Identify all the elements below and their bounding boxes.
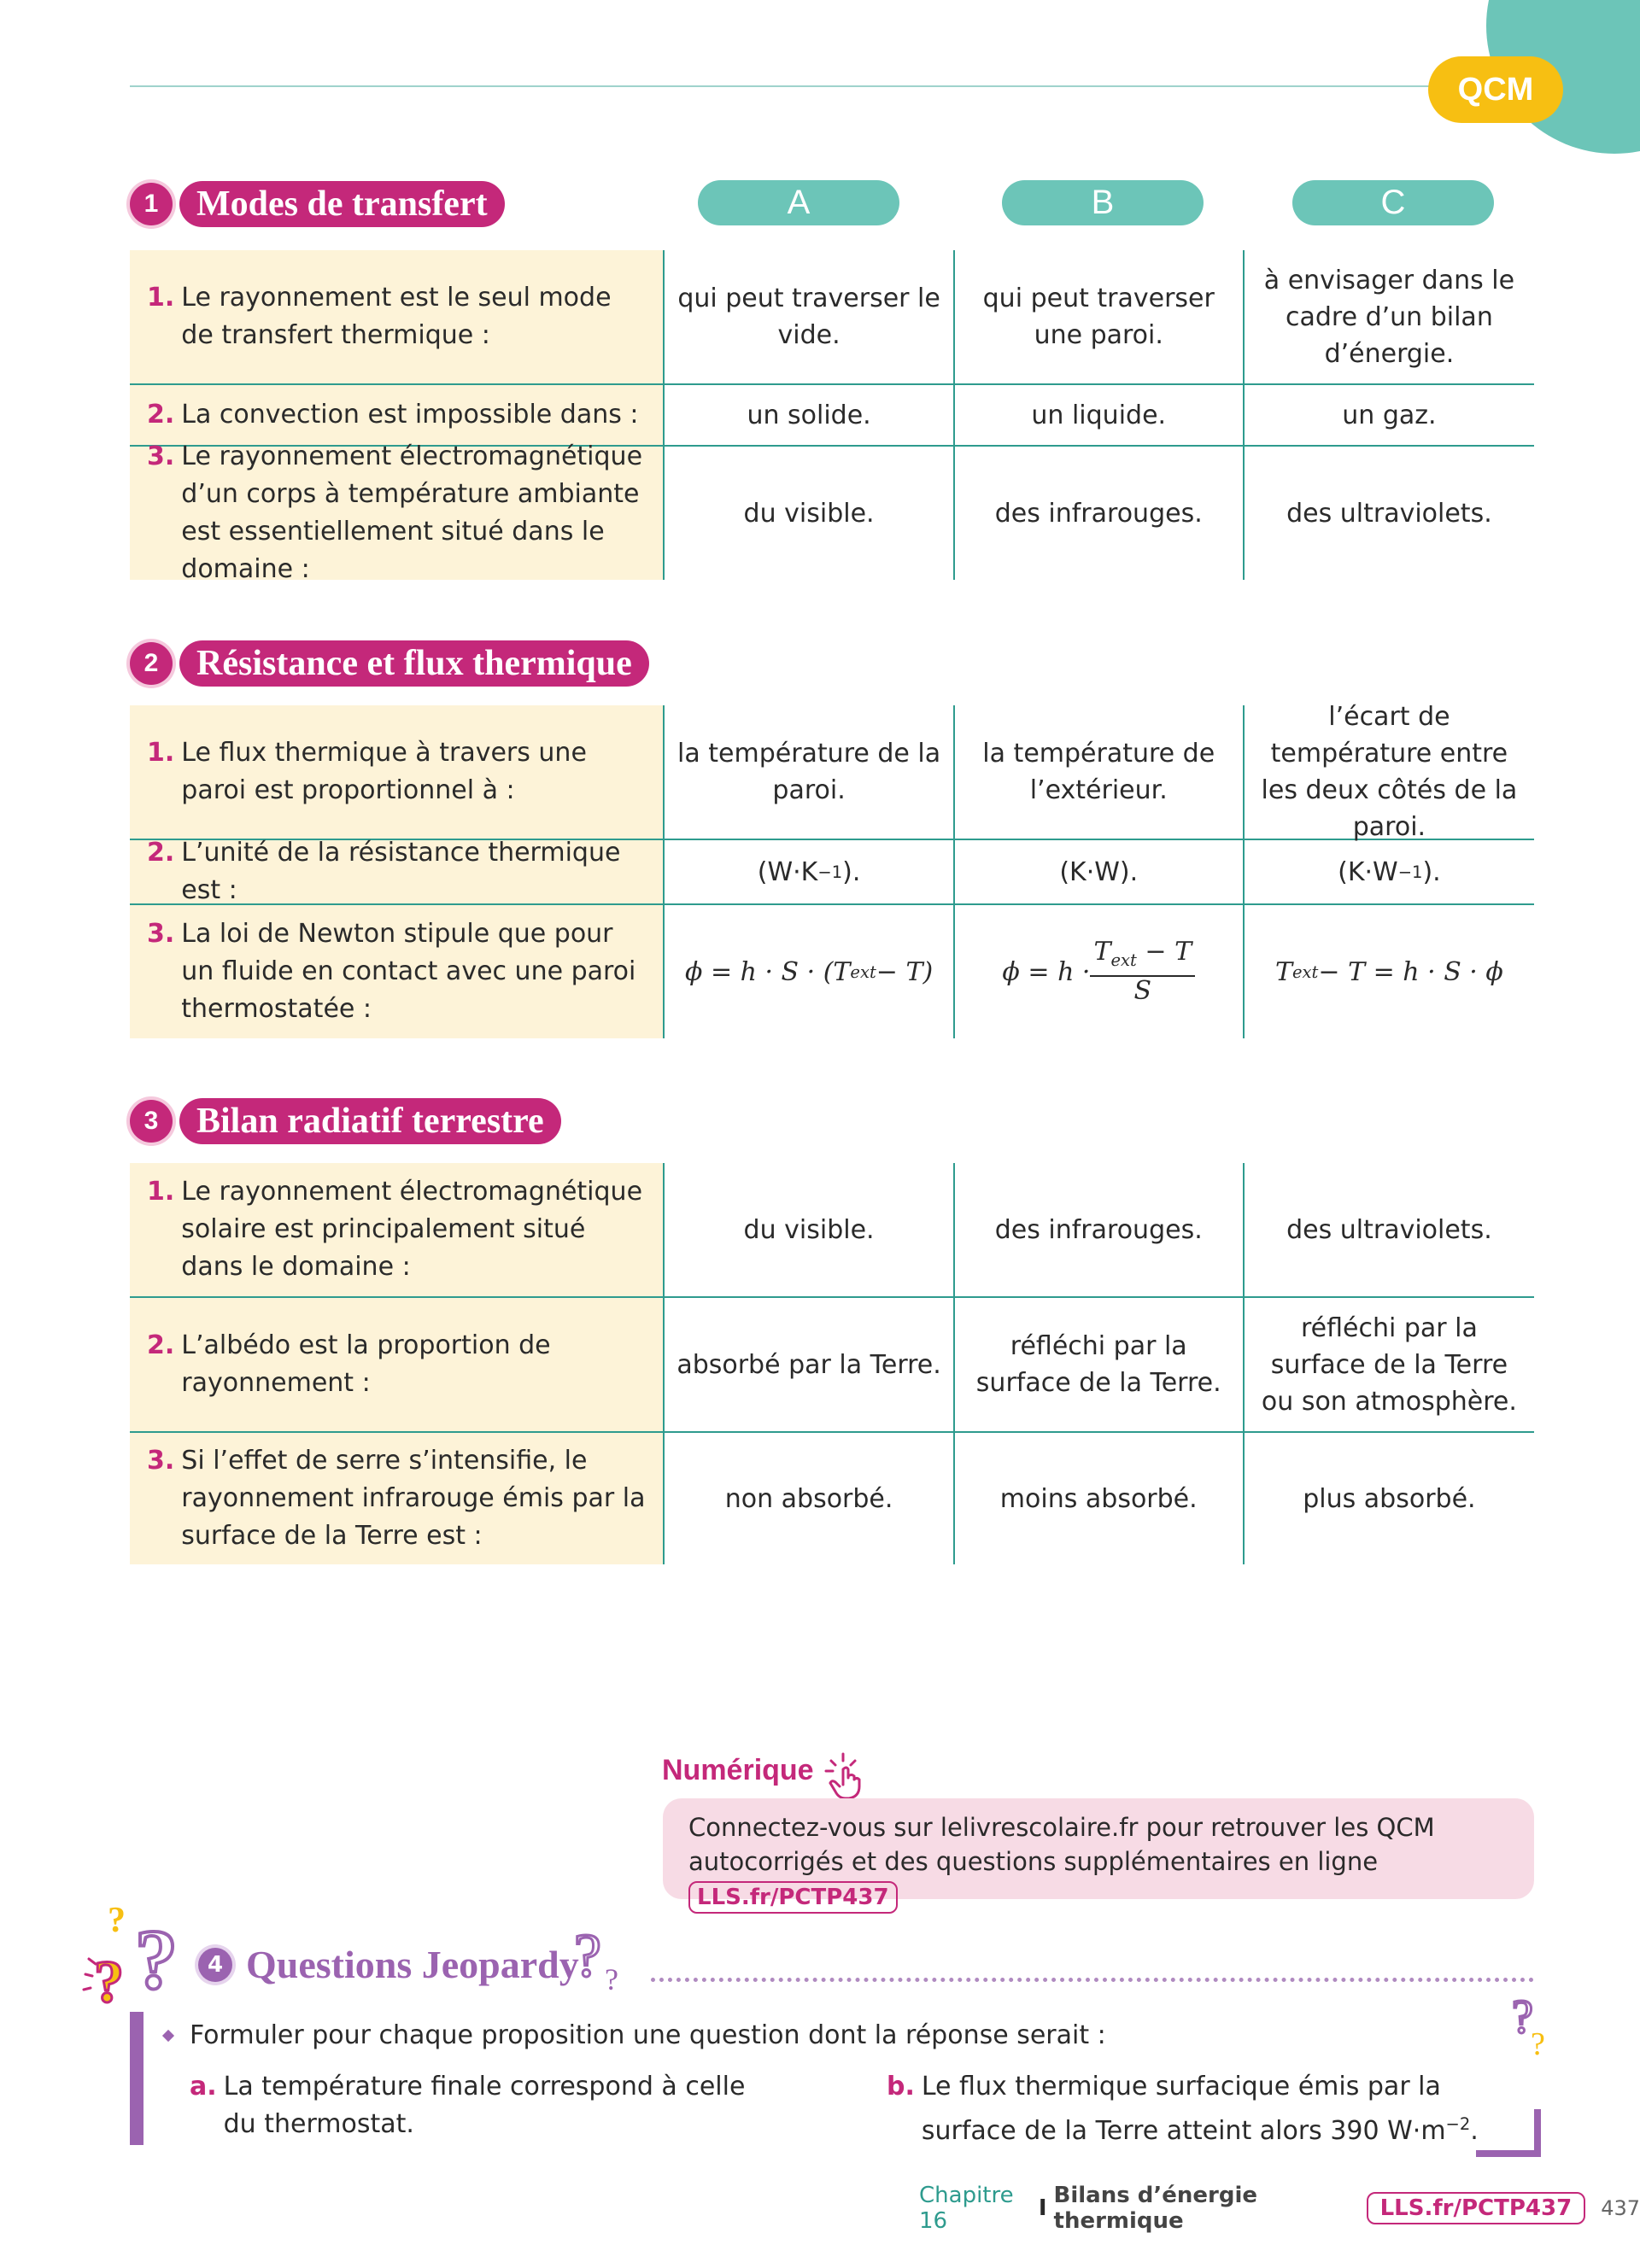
answer-b[interactable]: des infrarouges. [955, 447, 1245, 580]
answer-b[interactable]: réfléchi par la surface de la Terre. [955, 1298, 1245, 1431]
section-2-heading [130, 640, 649, 687]
section-number: 3 [130, 1100, 173, 1143]
answer-b-formula[interactable]: ϕ = h · $T_{ext} - T$ S [955, 905, 1245, 1038]
column-header-b: B [1002, 180, 1204, 225]
answer-c[interactable]: à envisager dans le cadre d’un bilan d’énergie. [1263, 265, 1515, 369]
answer-a[interactable]: non absorbé. [665, 1433, 954, 1564]
question-text: La loi de Newton stipule que pour un fluide en contact avec une paroi thermostatée : [181, 919, 636, 1024]
answer-c[interactable]: réfléchi par la surface de la Terre ou son atmosphère. [1261, 1312, 1517, 1417]
svg-text:?: ? [94, 1949, 124, 2015]
numerique-box [663, 1798, 1534, 1910]
answer-c[interactable]: plus absorbé. [1303, 1483, 1476, 1514]
table-row [130, 250, 1534, 385]
footer-chapter: Chapitre 16 [919, 2183, 1014, 2234]
answer-b[interactable]: qui peut traverser une paroi. [955, 250, 1245, 383]
question-text: Si l’effet de serre s’intensifie, le rayonnement infrarouge émis par la surface de la Terre est : [181, 1446, 646, 1551]
section-title: Modes de transfert [179, 181, 505, 227]
svg-text:?: ? [108, 1901, 126, 1940]
pointing-hand-icon [824, 1751, 877, 1802]
question-text: La convection est impossible dans : [181, 400, 639, 430]
column-header-c: C [1292, 180, 1494, 225]
page-number: 437 [1601, 2196, 1640, 2220]
jeopardy-side-bar [130, 2012, 144, 2145]
answer-a[interactable]: un solide. [665, 385, 954, 445]
question-marks-small-icon [572, 1925, 632, 1993]
question-text: L’albédo est la proportion de rayonnement : [181, 1330, 551, 1398]
question-marks-icon [79, 1896, 207, 2015]
question-text: Le rayonnement est le seul mode de transfert thermique : [181, 283, 612, 350]
question-cell: 2. L’albédo est la proportion de rayonnement : [130, 1298, 665, 1431]
question-text: Le rayonnement électromagnétique solaire est principalement situé dans le domaine : [181, 1177, 643, 1282]
section-title: Bilan radiatif terrestre [179, 1098, 561, 1144]
section-number: 2 [130, 642, 173, 685]
dotted-divider [651, 1978, 1534, 1982]
answer-c[interactable]: l’écart de température entre les deux côtés de la paroi. [1261, 702, 1518, 842]
table-row [130, 441, 1534, 584]
answer-b[interactable]: (K·W). [955, 840, 1245, 903]
question-text: L’unité de la résistance thermique est : [181, 838, 621, 905]
answer-c[interactable]: des ultraviolets. [1286, 498, 1492, 529]
table-row [130, 905, 1534, 1038]
section-1-heading [130, 181, 505, 227]
jeopardy-heading [198, 1942, 579, 1987]
answer-c[interactable]: un gaz. [1342, 400, 1437, 430]
footer-separator: I [1038, 2195, 1047, 2221]
question-text: Le flux thermique à travers une paroi est proportionnel à : [181, 738, 587, 805]
table-row [130, 1433, 1534, 1564]
question-marks-corner-icon [1508, 1990, 1560, 2058]
answer-a-formula[interactable]: ϕ = h · S · (T ext − T) [665, 905, 954, 1038]
svg-text:?: ? [135, 1912, 178, 2007]
jeopardy-title: Questions Jeopardy [246, 1943, 579, 1986]
jeopardy-item-a: a. La température finale correspond à celle du thermostat. [190, 2072, 746, 2139]
answer-a[interactable]: du visible. [665, 1163, 954, 1296]
answer-c[interactable]: des ultraviolets. [1286, 1214, 1492, 1245]
question-cell: 2. L’unité de la résistance thermique est : [130, 840, 665, 903]
numerique-title: Numérique [662, 1754, 814, 1786]
footer-title: Bilans d’énergie thermique [1053, 2183, 1257, 2234]
section-title: Résistance et flux thermique [179, 640, 649, 687]
table-row [130, 840, 1534, 905]
svg-text:?: ? [1512, 1990, 1533, 2043]
question-cell: 3. La loi de Newton stipule que pour un fluide en contact avec une paroi thermostatée : [130, 905, 665, 1038]
svg-text:?: ? [574, 1925, 601, 1990]
page-footer [919, 2183, 1640, 2234]
section-3-heading [130, 1098, 561, 1144]
jeopardy-item-b: b. Le flux thermique surfacique émis par la surface de la Terre atteint alors 390 $W\cdot m^{-2}$. [887, 2072, 1479, 2146]
question-cell: 1. Le rayonnement électromagnétique solaire est principalement situé dans le domaine : [130, 1163, 665, 1296]
answer-a[interactable]: du visible. [665, 447, 954, 580]
table-row [130, 702, 1534, 842]
jeopardy-instruction: Formuler pour chaque proposition une question dont la réponse serait : [164, 2020, 1106, 2050]
question-cell: 2. La convection est impossible dans : [130, 385, 665, 445]
bullet-icon [162, 2029, 174, 2041]
column-header-a: A [698, 180, 899, 225]
numerique-link[interactable]: LLS.fr/PCTP437 [688, 1881, 898, 1914]
table-row [130, 1298, 1534, 1433]
answer-c[interactable]: (K·W −1 ). [1338, 856, 1441, 887]
footer-link[interactable]: LLS.fr/PCTP437 [1367, 2192, 1586, 2224]
section-number: 1 [130, 183, 173, 225]
answer-a[interactable]: (W·K −1 ). [665, 840, 954, 903]
answer-c-formula[interactable]: T ext − T = h · S · ϕ [1275, 956, 1503, 987]
question-cell: 3. Le rayonnement électromagnétique d’un corps à température ambiante est essentiellement situé dans le domaine : [130, 447, 665, 580]
numerique-text: Connectez-vous sur lelivrescolaire.fr pour retrouver les QCM autocorrigés et des questions supplémentaires en ligne [688, 1813, 1435, 1876]
section-1-table [130, 250, 1534, 584]
answer-b[interactable]: des infrarouges. [955, 1163, 1245, 1296]
section-3-table [130, 1163, 1534, 1564]
svg-text:?: ? [1531, 2026, 1545, 2058]
corner-bracket [1476, 2109, 1541, 2157]
answer-b[interactable]: un liquide. [955, 385, 1245, 445]
section-2-table [130, 702, 1534, 1038]
answer-a[interactable]: qui peut traverser le vide. [665, 250, 954, 383]
answer-a[interactable]: la température de la paroi. [665, 705, 954, 839]
qcm-badge: QCM [1428, 56, 1563, 123]
answer-b[interactable]: moins absorbé. [955, 1433, 1245, 1564]
table-row [130, 1163, 1534, 1298]
svg-text:?: ? [605, 1962, 618, 1993]
answer-a[interactable]: absorbé par la Terre. [665, 1298, 954, 1431]
answer-b[interactable]: la température de l’extérieur. [955, 705, 1245, 839]
section-number: 4 [198, 1948, 232, 1982]
question-cell: 1. Le flux thermique à travers une paroi est proportionnel à : [130, 705, 665, 839]
question-cell: 3. Si l’effet de serre s’intensifie, le rayonnement infrarouge émis par la surface de la Terre est : [130, 1433, 665, 1564]
top-rule [130, 85, 1435, 87]
question-cell: 1. Le rayonnement est le seul mode de transfert thermique : [130, 250, 665, 383]
question-text: Le rayonnement électromagnétique d’un corps à température ambiante est essentiellement situé dans le domaine : [181, 441, 643, 584]
